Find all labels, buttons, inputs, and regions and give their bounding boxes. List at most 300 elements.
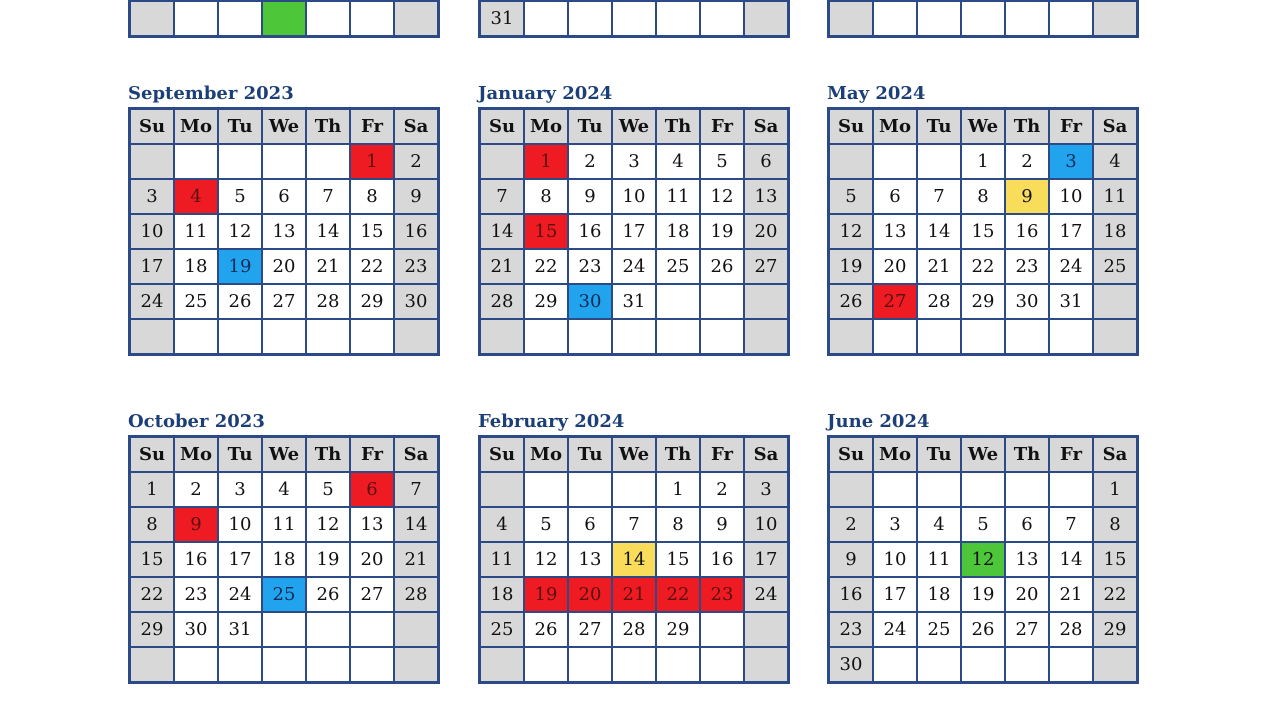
empty-day-cell: [394, 612, 439, 647]
day-cell: 25: [480, 612, 525, 647]
day-cell: 13: [350, 507, 394, 542]
empty-day-cell: [656, 1, 700, 37]
day-cell: 25: [1093, 249, 1138, 284]
empty-day-cell: [524, 1, 568, 37]
day-cell: 16: [700, 542, 744, 577]
empty-day-cell: [917, 319, 961, 355]
day-cell: 21: [917, 249, 961, 284]
weekday-header-row: [130, 109, 439, 145]
week-row: [130, 144, 439, 179]
weekday-header: Mo: [174, 109, 218, 145]
empty-day-cell: [306, 647, 350, 683]
day-cell: 5: [700, 144, 744, 179]
month-calendar-jan-2024: [478, 83, 802, 356]
week-row: [829, 284, 1138, 319]
day-cell: 12: [961, 542, 1005, 577]
weekday-header-row: [480, 109, 789, 145]
day-cell: 20: [350, 542, 394, 577]
empty-day-cell: [524, 319, 568, 355]
day-cell: 6: [873, 179, 917, 214]
day-cell: 7: [1049, 507, 1093, 542]
empty-day-cell: [568, 319, 612, 355]
empty-day-cell: [612, 1, 656, 37]
day-cell: 3: [873, 507, 917, 542]
partial-calendar-col1: [128, 0, 452, 44]
day-cell: 11: [656, 179, 700, 214]
weekday-header: Su: [480, 109, 525, 145]
day-cell: 10: [744, 507, 789, 542]
empty-day-cell: [262, 612, 306, 647]
day-cell: 5: [961, 507, 1005, 542]
weekday-header: Sa: [394, 109, 439, 145]
day-cell: 21: [612, 577, 656, 612]
empty-day-cell: [829, 1, 874, 37]
empty-day-cell: [1049, 319, 1093, 355]
empty-day-cell: [873, 647, 917, 683]
empty-day-cell: [350, 319, 394, 355]
day-cell: 9: [829, 542, 874, 577]
day-cell: 30: [174, 612, 218, 647]
calendar-grid: [827, 435, 1139, 684]
week-row: [130, 577, 439, 612]
day-cell: 4: [262, 472, 306, 507]
day-cell: 20: [568, 577, 612, 612]
day-cell: 11: [480, 542, 525, 577]
day-cell: 1: [961, 144, 1005, 179]
empty-day-cell: [350, 647, 394, 683]
day-cell: 3: [1049, 144, 1093, 179]
empty-day-cell: [174, 144, 218, 179]
day-cell: 30: [1005, 284, 1049, 319]
weekday-header: Mo: [873, 109, 917, 145]
day-cell: 19: [829, 249, 874, 284]
week-row: [480, 179, 789, 214]
day-cell: 22: [1093, 577, 1138, 612]
week-row: [480, 472, 789, 507]
week-row: [130, 507, 439, 542]
weekday-header: Th: [656, 437, 700, 473]
weekday-header: Su: [829, 109, 874, 145]
day-cell: 29: [524, 284, 568, 319]
weekday-header: Sa: [1093, 109, 1138, 145]
empty-day-cell: [394, 647, 439, 683]
empty-day-cell: [350, 1, 394, 37]
empty-day-cell: [1093, 319, 1138, 355]
weekday-header: Mo: [174, 437, 218, 473]
empty-day-cell: [744, 647, 789, 683]
day-cell: 24: [744, 577, 789, 612]
day-cell: 3: [218, 472, 262, 507]
empty-day-cell: [656, 284, 700, 319]
weekday-header: Su: [130, 109, 175, 145]
day-cell: 24: [612, 249, 656, 284]
empty-day-cell: [829, 144, 874, 179]
day-cell: 13: [873, 214, 917, 249]
day-cell: 22: [961, 249, 1005, 284]
empty-day-cell: [829, 472, 874, 507]
day-cell: 17: [744, 542, 789, 577]
week-row: [829, 472, 1138, 507]
day-cell: 18: [917, 577, 961, 612]
week-row: [130, 612, 439, 647]
empty-day-cell: [744, 1, 789, 37]
day-cell: 23: [700, 577, 744, 612]
weekday-header: Tu: [218, 109, 262, 145]
week-row: [480, 1, 789, 37]
day-cell: 27: [873, 284, 917, 319]
empty-day-cell: [917, 1, 961, 37]
empty-day-cell: [174, 647, 218, 683]
day-cell: 2: [829, 507, 874, 542]
day-cell: 1: [524, 144, 568, 179]
day-cell: 15: [524, 214, 568, 249]
empty-day-cell: [700, 319, 744, 355]
day-cell: 31: [612, 284, 656, 319]
weekday-header: Sa: [394, 437, 439, 473]
day-cell: 16: [568, 214, 612, 249]
day-cell: 12: [829, 214, 874, 249]
week-row: [829, 1, 1138, 37]
day-cell: 31: [218, 612, 262, 647]
day-cell: 29: [1093, 612, 1138, 647]
empty-day-cell: [568, 472, 612, 507]
day-cell: 9: [394, 179, 439, 214]
day-cell: 27: [744, 249, 789, 284]
day-cell: 8: [524, 179, 568, 214]
day-cell: 14: [480, 214, 525, 249]
empty-day-cell: [1093, 1, 1138, 37]
empty-day-cell: [218, 1, 262, 37]
day-cell: 5: [306, 472, 350, 507]
empty-day-cell: [612, 472, 656, 507]
month-title: September 2023: [128, 83, 294, 104]
month-title: June 2024: [827, 411, 930, 432]
empty-day-cell: [744, 284, 789, 319]
day-cell: 30: [568, 284, 612, 319]
empty-day-cell: [306, 1, 350, 37]
day-cell: 22: [130, 577, 175, 612]
day-cell: 21: [1049, 577, 1093, 612]
week-row: [480, 647, 789, 683]
day-cell: 29: [961, 284, 1005, 319]
day-cell: 6: [350, 472, 394, 507]
month-calendar-oct-2023: [128, 411, 452, 684]
day-cell: 10: [130, 214, 175, 249]
empty-day-cell: [700, 612, 744, 647]
day-cell: 7: [917, 179, 961, 214]
day-cell: 30: [394, 284, 439, 319]
day-cell: 25: [174, 284, 218, 319]
day-cell: 9: [174, 507, 218, 542]
day-cell: 10: [1049, 179, 1093, 214]
week-row: [829, 647, 1138, 683]
day-cell: 18: [262, 542, 306, 577]
weekday-header: Fr: [1049, 437, 1093, 473]
day-cell: 28: [1049, 612, 1093, 647]
day-cell: 19: [218, 249, 262, 284]
day-cell: 7: [394, 472, 439, 507]
day-cell: 10: [612, 179, 656, 214]
day-cell: 2: [568, 144, 612, 179]
day-cell: 6: [568, 507, 612, 542]
weekday-header: Tu: [917, 109, 961, 145]
calendar-grid: [827, 0, 1139, 38]
day-cell: 27: [350, 577, 394, 612]
day-cell: 20: [262, 249, 306, 284]
empty-day-cell: [480, 647, 525, 683]
empty-day-cell: [1005, 472, 1049, 507]
empty-day-cell: [524, 472, 568, 507]
day-cell: 6: [1005, 507, 1049, 542]
day-cell: 6: [262, 179, 306, 214]
week-row: [480, 284, 789, 319]
day-cell: 6: [744, 144, 789, 179]
calendar-grid: [128, 435, 440, 684]
empty-day-cell: [262, 1, 306, 37]
empty-day-cell: [480, 319, 525, 355]
day-cell: 29: [130, 612, 175, 647]
partial-calendar-col3: [827, 0, 1151, 44]
week-row: [829, 249, 1138, 284]
day-cell: 28: [480, 284, 525, 319]
day-cell: 3: [130, 179, 175, 214]
weekday-header: Su: [130, 437, 175, 473]
week-row: [829, 179, 1138, 214]
day-cell: 26: [306, 577, 350, 612]
day-cell: 17: [612, 214, 656, 249]
month-calendar-feb-2024: [478, 411, 802, 684]
day-cell: 7: [306, 179, 350, 214]
day-cell: 26: [700, 249, 744, 284]
empty-day-cell: [174, 1, 218, 37]
empty-day-cell: [961, 472, 1005, 507]
empty-day-cell: [700, 1, 744, 37]
day-cell: 19: [524, 577, 568, 612]
month-calendar-jun-2024: [827, 411, 1151, 684]
empty-day-cell: [961, 647, 1005, 683]
day-cell: 8: [350, 179, 394, 214]
day-cell: 19: [306, 542, 350, 577]
empty-day-cell: [130, 319, 175, 355]
empty-day-cell: [218, 319, 262, 355]
month-title: October 2023: [128, 411, 265, 432]
weekday-header: We: [961, 437, 1005, 473]
empty-day-cell: [744, 612, 789, 647]
empty-day-cell: [130, 1, 175, 37]
day-cell: 4: [656, 144, 700, 179]
day-cell: 13: [568, 542, 612, 577]
day-cell: 16: [1005, 214, 1049, 249]
weekday-header: Th: [306, 109, 350, 145]
day-cell: 23: [394, 249, 439, 284]
day-cell: 4: [480, 507, 525, 542]
day-cell: 12: [218, 214, 262, 249]
day-cell: 7: [612, 507, 656, 542]
day-cell: 15: [130, 542, 175, 577]
day-cell: 13: [1005, 542, 1049, 577]
day-cell: 27: [1005, 612, 1049, 647]
day-cell: 14: [394, 507, 439, 542]
weekday-header: Tu: [218, 437, 262, 473]
empty-day-cell: [218, 647, 262, 683]
month-title: February 2024: [478, 411, 625, 432]
weekday-header: Sa: [744, 437, 789, 473]
day-cell: 15: [961, 214, 1005, 249]
weekday-header: Th: [1005, 109, 1049, 145]
empty-day-cell: [262, 144, 306, 179]
day-cell: 11: [1093, 179, 1138, 214]
day-cell: 9: [700, 507, 744, 542]
week-row: [829, 319, 1138, 355]
day-cell: 1: [656, 472, 700, 507]
weekday-header: Tu: [568, 437, 612, 473]
weekday-header: Fr: [350, 437, 394, 473]
empty-day-cell: [262, 647, 306, 683]
empty-day-cell: [829, 319, 874, 355]
day-cell: 23: [1005, 249, 1049, 284]
week-row: [480, 507, 789, 542]
weekday-header: Fr: [700, 437, 744, 473]
day-cell: 26: [829, 284, 874, 319]
weekday-header: We: [262, 109, 306, 145]
month-calendar-sep-2023: [128, 83, 452, 356]
calendar-grid: [827, 107, 1139, 356]
calendar-grid: [478, 107, 790, 356]
weekday-header-row: [829, 437, 1138, 473]
week-row: [829, 542, 1138, 577]
day-cell: 13: [744, 179, 789, 214]
day-cell: 20: [1005, 577, 1049, 612]
empty-day-cell: [917, 144, 961, 179]
empty-day-cell: [873, 319, 917, 355]
week-row: [829, 507, 1138, 542]
weekday-header: We: [612, 109, 656, 145]
week-row: [480, 542, 789, 577]
empty-day-cell: [1049, 1, 1093, 37]
day-cell: 17: [873, 577, 917, 612]
empty-day-cell: [700, 284, 744, 319]
day-cell: 15: [656, 542, 700, 577]
empty-day-cell: [1005, 647, 1049, 683]
empty-day-cell: [656, 319, 700, 355]
day-cell: 2: [174, 472, 218, 507]
weekday-header: Sa: [744, 109, 789, 145]
day-cell: 11: [262, 507, 306, 542]
day-cell: 24: [1049, 249, 1093, 284]
weekday-header: Fr: [1049, 109, 1093, 145]
month-title: May 2024: [827, 83, 926, 104]
weekday-header-row: [130, 437, 439, 473]
week-row: [829, 612, 1138, 647]
day-cell: 22: [656, 577, 700, 612]
weekday-header: Su: [829, 437, 874, 473]
empty-day-cell: [306, 144, 350, 179]
day-cell: 12: [524, 542, 568, 577]
day-cell: 27: [568, 612, 612, 647]
empty-day-cell: [306, 319, 350, 355]
weekday-header: Tu: [568, 109, 612, 145]
day-cell: 10: [218, 507, 262, 542]
weekday-header: We: [961, 109, 1005, 145]
weekday-header: Mo: [873, 437, 917, 473]
day-cell: 3: [744, 472, 789, 507]
empty-day-cell: [873, 472, 917, 507]
week-row: [480, 612, 789, 647]
day-cell: 2: [1005, 144, 1049, 179]
day-cell: 8: [961, 179, 1005, 214]
day-cell: 12: [306, 507, 350, 542]
week-row: [130, 542, 439, 577]
day-cell: 26: [961, 612, 1005, 647]
day-cell: 17: [130, 249, 175, 284]
day-cell: 18: [656, 214, 700, 249]
day-cell: 30: [829, 647, 874, 683]
day-cell: 16: [829, 577, 874, 612]
empty-day-cell: [961, 319, 1005, 355]
day-cell: 11: [917, 542, 961, 577]
week-row: [829, 577, 1138, 612]
day-cell: 14: [917, 214, 961, 249]
weekday-header: Su: [480, 437, 525, 473]
day-cell: 26: [218, 284, 262, 319]
empty-day-cell: [480, 472, 525, 507]
day-cell: 17: [1049, 214, 1093, 249]
calendar-grid: [478, 435, 790, 684]
day-cell: 21: [394, 542, 439, 577]
week-row: [130, 1, 439, 37]
empty-day-cell: [1049, 472, 1093, 507]
partial-calendar-col2: [478, 0, 802, 44]
day-cell: 8: [130, 507, 175, 542]
day-cell: 4: [1093, 144, 1138, 179]
day-cell: 28: [917, 284, 961, 319]
empty-day-cell: [917, 647, 961, 683]
day-cell: 27: [262, 284, 306, 319]
day-cell: 4: [174, 179, 218, 214]
empty-day-cell: [568, 647, 612, 683]
day-cell: 10: [873, 542, 917, 577]
calendar-grid: [478, 0, 790, 38]
empty-day-cell: [130, 647, 175, 683]
empty-day-cell: [1005, 319, 1049, 355]
day-cell: 13: [262, 214, 306, 249]
week-row: [130, 214, 439, 249]
day-cell: 28: [394, 577, 439, 612]
day-cell: 29: [350, 284, 394, 319]
month-calendar-may-2024: [827, 83, 1151, 356]
day-cell: 9: [1005, 179, 1049, 214]
day-cell: 22: [524, 249, 568, 284]
empty-day-cell: [394, 1, 439, 37]
weekday-header: We: [262, 437, 306, 473]
day-cell: 15: [350, 214, 394, 249]
empty-day-cell: [744, 319, 789, 355]
day-cell: 18: [1093, 214, 1138, 249]
weekday-header: Th: [1005, 437, 1049, 473]
day-cell: 16: [394, 214, 439, 249]
day-cell: 5: [524, 507, 568, 542]
week-row: [829, 214, 1138, 249]
day-cell: 15: [1093, 542, 1138, 577]
day-cell: 3: [612, 144, 656, 179]
day-cell: 1: [130, 472, 175, 507]
day-cell: 5: [829, 179, 874, 214]
day-cell: 21: [306, 249, 350, 284]
day-cell: 28: [612, 612, 656, 647]
empty-day-cell: [700, 647, 744, 683]
day-cell: 8: [656, 507, 700, 542]
day-cell: 17: [218, 542, 262, 577]
